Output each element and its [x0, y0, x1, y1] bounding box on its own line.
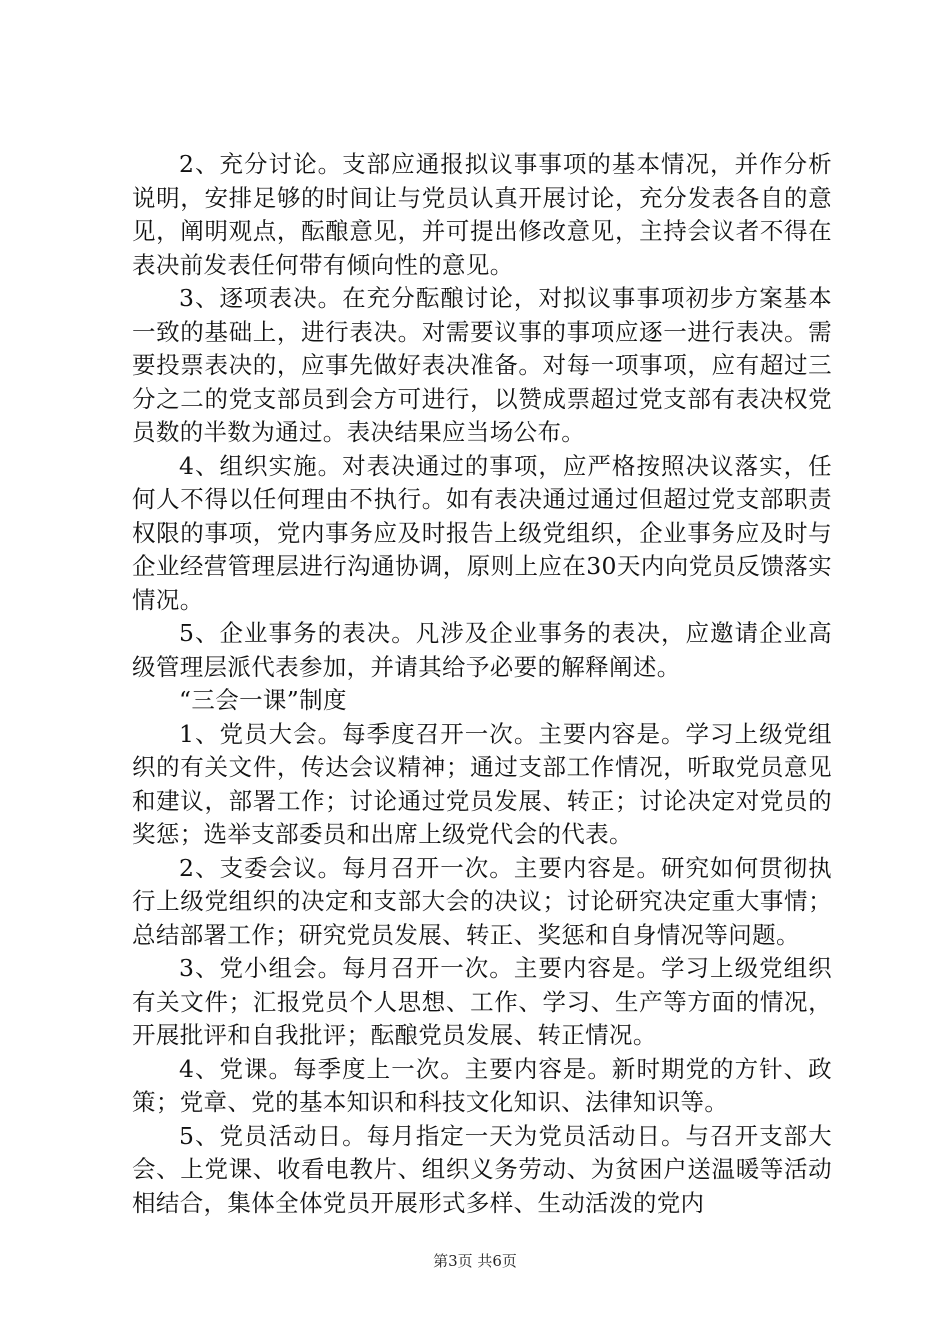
paragraph-party-congress: 1、党员大会。每季度召开一次。主要内容是。学习上级党组织的有关文件，传达会议精神；通过支部工作情况，听取党员意见和建议，部署工作；讨论通过党员发展、转正；讨论决定对党员的奖惩；选举支部委员和出席上级党代会的代表。: [132, 719, 832, 848]
paragraph-group-meeting: 3、党小组会。每月召开一次。主要内容是。学习上级党组织有关文件；汇报党员个人思想、工作、学习、生产等方面的情况，开展批评和自我批评；酝酿党员发展、转正情况。: [132, 954, 832, 1049]
paragraph-enterprise-voting: 5、企业事务的表决。凡涉及企业事务的表决，应邀请企业高级管理层派代表参加，并请其给予必要的解释阐述。: [132, 619, 832, 681]
paragraph-implementation: 4、组织实施。对表决通过的事项，应严格按照决议落实，任何人不得以任何理由不执行。如有表决通过通过但超过党支部职责权限的事项，党内事务应及时报告上级党组织，企业事务应及时与企业经营管理层进行沟通协调，原则上应在30天内向党员反馈落实情况。: [132, 451, 832, 614]
page-number-footer: 第3页 共6页: [433, 1252, 517, 1270]
paragraph-committee-meeting: 2、支委会议。每月召开一次。主要内容是。研究如何贯彻执行上级党组织的决定和支部大会的决议；讨论研究决定重大事情；总结部署工作；研究党员发展、转正、奖惩和自身情况等问题。: [132, 853, 832, 949]
paragraph-party-lecture: 4、党课。每季度上一次。主要内容是。新时期党的方针、政策；党章、党的基本知识和科技文化知识、法律知识等。: [132, 1054, 832, 1116]
document-body: [132, 148, 832, 1220]
paragraph-discussion: 2、充分讨论。支部应通报拟议事事项的基本情况，并作分析说明，安排足够的时间让与党员认真开展讨论，充分发表各自的意见，阐明观点，酝酿意见，并可提出修改意见，主持会议者不得在表决前发表任何带有倾向性的意见。: [132, 150, 832, 279]
paragraph-voting: 3、逐项表决。在充分酝酿讨论，对拟议事事项初步方案基本一致的基础上，进行表决。对需要议事的事项应逐一进行表决。需要投票表决的，应事先做好表决准备。对每一项事项，应有超过三分之二的党支部员到会方可进行，以赞成票超过党支部有表决权党员数的半数为通过。表决结果应当场公布。: [132, 284, 832, 446]
section-heading: “三会一课”制度: [179, 686, 347, 714]
paragraph-activity-day: 5、党员活动日。每月指定一天为党员活动日。与召开支部大会、上党课、收看电教片、组织义务劳动、为贫困户送温暖等活动相结合，集体全体党员开展形式多样、生动活泼的党内: [132, 1121, 832, 1217]
